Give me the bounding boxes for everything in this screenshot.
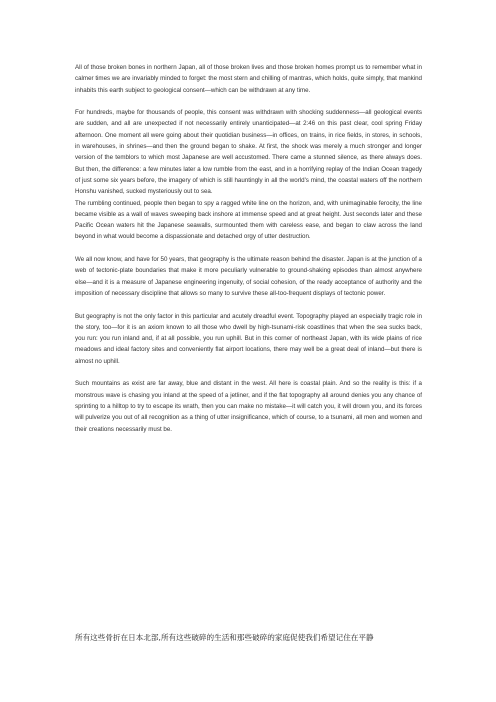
paragraph-4: We all now know, and have for 50 years, that geography is the ultimate reason behind the disaster. Japan is at the junction of a web of tectonic-plate boundaries that make it more peculiarly vulnerable to ground-shaking episodes than almost anywhere else—and it is a measure of Japanese engineering ingenuity, of social cohesion, of the ready acceptance of authority and the imposition of necessary discipline that allows so many to survive these all-too-frequent displays of tectonic power. [75, 256, 422, 297]
paragraph-6: Such mountains as exist are far away, blue and distant in the west. All here is coastal plain. And so the reality is this: if a monstrous wave is chasing you inland at the speed of a jetliner, and if the flat topography all around denies you any chance of sprinting to a hilltop to try to escape its wrath, then you can make no mistake—it will catch you, it will drown you, and its forces will pulverize you out of all recognition as a thing of utter insignificance, which of course, to a tsunami, all men and women and their creations necessarily must be. [75, 380, 422, 433]
article-body [75, 62, 422, 435]
chinese-translation-line: 所有这些骨折在日本北部,所有这些破碎的生活和那些破碎的家庭促使我们希望记住在平静 [75, 633, 374, 642]
paragraph-2: For hundreds, maybe for thousands of people, this consent was withdrawn with shocking suddenness—all geological events are sudden, and all are unexpected if not necessarily entirely unanticipated—at 2:46 on this past clear, cool spring Friday afternoon. One moment all were going about their quotidian business—in offices, on trains, in rice fields, in stores, in schools, in warehouses, in shrines—and then the ground began to shake. At first, the shock was merely a much stronger and longer version of the temblors to which most Japanese are well accustomed. There came a stunned silence, as there always does. But then, the difference: a few minutes later a low rumble from the east, and in a horrifying replay of the Indian Ocean tragedy of just some six years before, the imagery of which is still hauntingly in all the world's mind, the coastal waters off the northern Honshu vanished, sucked mysteriously out to sea. [75, 109, 422, 196]
paragraph-1: All of those broken bones in northern Japan, all of those broken lives and those broken homes prompt us to remember what in calmer times we are invariably minded to forget: the most stern and chilling of mantras, which holds, quite simply, that mankind inhabits this earth subject to geological consent—which can be withdrawn at any time. [75, 64, 422, 94]
paragraph-5: But geography is not the only factor in this particular and acutely dreadful event. Topography played an especially tragic role in the story, too—for it is an axiom known to all those who dwell by high-tsunami-risk coastlines that when the sea sucks back, you run: you run inland and, if at all possible, you run uphill. But in this corner of northeast Japan, with its wide plains of rice meadows and ideal factory sites and conveniently flat airport locations, there may well be a great deal of inland—but there is almost no uphill. [75, 312, 422, 365]
paragraph-3: The rumbling continued, people then began to spy a ragged white line on the horizon, and, with unimaginable ferocity, the line became visible as a wall of waves sweeping back inshore at immense speed and at great height. Just seconds later and these Pacific Ocean waters hit the Japanese seawalls, surmounted them with careless ease, and began to claw across the land beyond in what would become a dispassionate and detached orgy of utter destruction. [75, 199, 422, 241]
